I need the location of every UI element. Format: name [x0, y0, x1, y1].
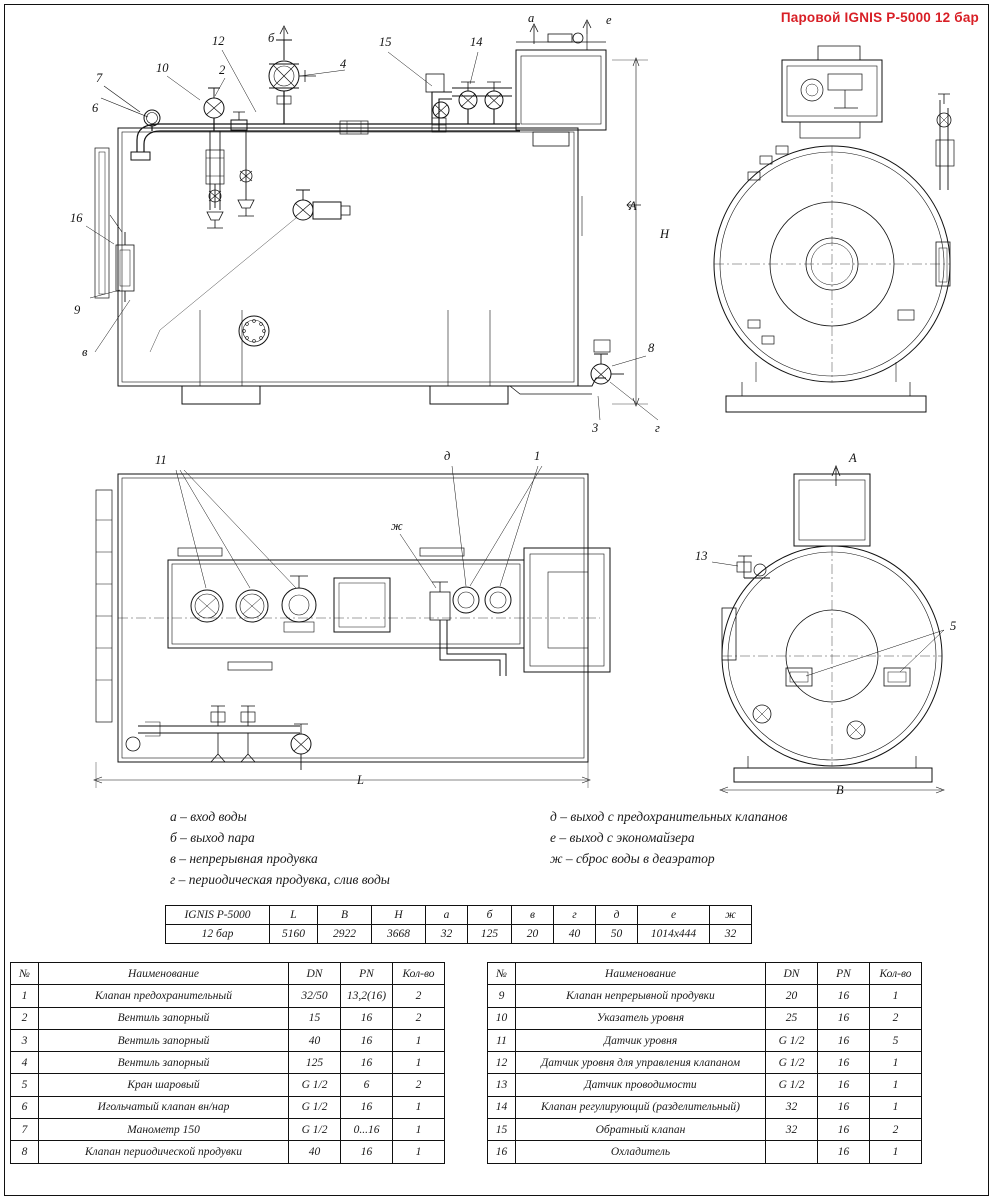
- table-row: [11, 1052, 445, 1074]
- cell-qty: 1: [393, 1141, 445, 1163]
- callout-8: 8: [648, 341, 655, 355]
- spec-model: IGNIS P-5000: [166, 906, 270, 925]
- cell-qty: 2: [393, 985, 445, 1007]
- parts-header-no: №: [488, 963, 516, 985]
- spec-header-row: [166, 906, 752, 925]
- cell-dn: 20: [766, 985, 818, 1007]
- callout-a: а: [528, 11, 535, 25]
- cell-name: Вентиль запорный: [39, 1052, 289, 1074]
- cell-pn: 16: [818, 1007, 870, 1029]
- cell-no: 4: [11, 1052, 39, 1074]
- cell-no: 15: [488, 1119, 516, 1141]
- spec-model-sub: 12 бар: [166, 925, 270, 944]
- table-row: [11, 1074, 445, 1096]
- callout-6: 6: [92, 101, 99, 115]
- cell-name: Вентиль запорный: [39, 1029, 289, 1051]
- parts-table-left: [10, 962, 445, 1164]
- table-row: [488, 1141, 922, 1163]
- cell-pn: 6: [341, 1074, 393, 1096]
- cell-pn: 0...16: [341, 1119, 393, 1141]
- callout-12: 12: [212, 34, 225, 48]
- cell-qty: 5: [870, 1029, 922, 1051]
- spec-value-L: 5160: [270, 925, 318, 944]
- cell-no: 12: [488, 1052, 516, 1074]
- cell-dn: G 1/2: [289, 1119, 341, 1141]
- cell-name: Игольчатый клапан вн/нар: [39, 1096, 289, 1118]
- callout-10: 10: [156, 61, 169, 75]
- callout-d: д: [444, 449, 451, 463]
- cell-no: 5: [11, 1074, 39, 1096]
- cell-pn: 16: [341, 1029, 393, 1051]
- spec-header-B: B: [318, 906, 372, 925]
- cell-dn: G 1/2: [766, 1074, 818, 1096]
- cell-pn: 13,2(16): [341, 985, 393, 1007]
- legend-item: д – выход с предохранительных клапанов: [550, 809, 788, 824]
- spec-value-d: 50: [596, 925, 638, 944]
- parts-header-qty: Кол-во: [393, 963, 445, 985]
- legend-item: б – выход пара: [170, 830, 255, 845]
- callout-5: 5: [950, 619, 957, 633]
- cell-pn: 16: [818, 1052, 870, 1074]
- cell-dn: 32: [766, 1096, 818, 1118]
- parts-header-pn: PN: [818, 963, 870, 985]
- cell-name: Клапан регулирующий (разделительный): [516, 1096, 766, 1118]
- callout-15: 15: [379, 35, 392, 49]
- cell-name: Датчик проводимости: [516, 1074, 766, 1096]
- cell-qty: 1: [870, 1052, 922, 1074]
- cell-qty: 1: [870, 1141, 922, 1163]
- dimension-H: Н: [660, 227, 670, 241]
- cell-dn: [766, 1141, 818, 1163]
- parts-header-row: [488, 963, 922, 985]
- table-row: [11, 985, 445, 1007]
- parts-table-right: [487, 962, 922, 1164]
- spec-value-B: 2922: [318, 925, 372, 944]
- cell-no: 6: [11, 1096, 39, 1118]
- cell-qty: 1: [870, 985, 922, 1007]
- cell-dn: G 1/2: [289, 1074, 341, 1096]
- cell-name: Вентиль запорный: [39, 1007, 289, 1029]
- cell-no: 7: [11, 1119, 39, 1141]
- table-row: [488, 985, 922, 1007]
- cell-no: 8: [11, 1141, 39, 1163]
- legend-column-left: [170, 806, 550, 890]
- callout-v: в: [82, 345, 88, 359]
- callout-14: 14: [470, 35, 483, 49]
- dimension-L: L: [357, 773, 364, 787]
- cell-pn: 16: [818, 1074, 870, 1096]
- callout-2: 2: [219, 63, 226, 77]
- parts-header-name: Наименование: [39, 963, 289, 985]
- table-row: [488, 1096, 922, 1118]
- cell-qty: 2: [870, 1007, 922, 1029]
- cell-qty: 1: [870, 1074, 922, 1096]
- cell-no: 10: [488, 1007, 516, 1029]
- cell-qty: 1: [393, 1052, 445, 1074]
- legend-column-right: [550, 806, 950, 869]
- legend-item: а – вход воды: [170, 809, 247, 824]
- cell-name: Клапан предохранительный: [39, 985, 289, 1007]
- legend-item: в – непрерывная продувка: [170, 851, 318, 866]
- callout-3: 3: [592, 421, 599, 435]
- callout-A-side: А: [629, 199, 637, 213]
- spec-value-g: 40: [554, 925, 596, 944]
- cell-dn: 32: [766, 1119, 818, 1141]
- callout-7: 7: [96, 71, 103, 85]
- parts-header-dn: DN: [289, 963, 341, 985]
- cell-name: Клапан непрерывной продувки: [516, 985, 766, 1007]
- table-row: [11, 1119, 445, 1141]
- cell-pn: 16: [818, 1119, 870, 1141]
- spec-header-L: L: [270, 906, 318, 925]
- cell-dn: 40: [289, 1029, 341, 1051]
- cell-dn: G 1/2: [766, 1052, 818, 1074]
- dimension-B: В: [836, 783, 844, 797]
- parts-header-no: №: [11, 963, 39, 985]
- cell-name: Охладитель: [516, 1141, 766, 1163]
- cell-dn: 40: [289, 1141, 341, 1163]
- spec-value-a: 32: [426, 925, 468, 944]
- legend-item: е – выход с экономайзера: [550, 830, 695, 845]
- spec-header-b: б: [468, 906, 512, 925]
- cell-name: Манометр 150: [39, 1119, 289, 1141]
- cell-no: 11: [488, 1029, 516, 1051]
- spec-value-v: 20: [512, 925, 554, 944]
- table-row: [488, 1074, 922, 1096]
- cell-no: 13: [488, 1074, 516, 1096]
- parts-header-dn: DN: [766, 963, 818, 985]
- cell-qty: 1: [393, 1119, 445, 1141]
- cell-pn: 16: [341, 1141, 393, 1163]
- spec-value-e: 1014х444: [638, 925, 710, 944]
- parts-header-name: Наименование: [516, 963, 766, 985]
- spec-header-d: д: [596, 906, 638, 925]
- cell-name: Указатель уровня: [516, 1007, 766, 1029]
- callout-e: е: [606, 13, 612, 27]
- cell-pn: 16: [818, 985, 870, 1007]
- spec-header-g: г: [554, 906, 596, 925]
- spec-header-v: в: [512, 906, 554, 925]
- legend-item: г – периодическая продувка, слив воды: [170, 872, 390, 887]
- specification-table: [165, 905, 752, 944]
- callout-b: б: [268, 31, 275, 45]
- cell-no: 3: [11, 1029, 39, 1051]
- legend: [170, 806, 970, 890]
- cell-pn: 16: [341, 1096, 393, 1118]
- cell-dn: 125: [289, 1052, 341, 1074]
- cell-name: Датчик уровня для управления клапаном: [516, 1052, 766, 1074]
- table-row: [11, 1029, 445, 1051]
- cell-no: 14: [488, 1096, 516, 1118]
- cell-name: Кран шаровый: [39, 1074, 289, 1096]
- cell-pn: 16: [818, 1029, 870, 1051]
- spec-value-zh: 32: [710, 925, 752, 944]
- cell-name: Датчик уровня: [516, 1029, 766, 1051]
- callout-g: г: [655, 421, 660, 435]
- table-row: [488, 1029, 922, 1051]
- cell-dn: 32/50: [289, 985, 341, 1007]
- table-row: [11, 1141, 445, 1163]
- spec-value-H: 3668: [372, 925, 426, 944]
- callout-A-rear: А: [849, 451, 857, 465]
- callout-16: 16: [70, 211, 83, 225]
- spec-value-b: 125: [468, 925, 512, 944]
- legend-item: ж – сброс воды в деаэратор: [550, 851, 715, 866]
- cell-name: Обратный клапан: [516, 1119, 766, 1141]
- spec-value-row: [166, 925, 752, 944]
- cell-qty: 1: [393, 1029, 445, 1051]
- callout-zh: ж: [391, 519, 403, 533]
- cell-no: 1: [11, 985, 39, 1007]
- callout-13: 13: [695, 549, 708, 563]
- cell-pn: 16: [818, 1096, 870, 1118]
- cell-pn: 16: [818, 1141, 870, 1163]
- cell-no: 9: [488, 985, 516, 1007]
- parts-header-row: [11, 963, 445, 985]
- callout-1: 1: [534, 449, 541, 463]
- cell-no: 2: [11, 1007, 39, 1029]
- table-row: [11, 1096, 445, 1118]
- cell-dn: G 1/2: [766, 1029, 818, 1051]
- parts-header-qty: Кол-во: [870, 963, 922, 985]
- cell-dn: G 1/2: [289, 1096, 341, 1118]
- cell-qty: 2: [393, 1074, 445, 1096]
- spec-header-H: H: [372, 906, 426, 925]
- callout-11: 11: [155, 453, 167, 467]
- spec-header-a: а: [426, 906, 468, 925]
- cell-pn: 16: [341, 1052, 393, 1074]
- cell-dn: 25: [766, 1007, 818, 1029]
- cell-dn: 15: [289, 1007, 341, 1029]
- table-row: [11, 1007, 445, 1029]
- cell-name: Клапан периодической продувки: [39, 1141, 289, 1163]
- spec-header-e: е: [638, 906, 710, 925]
- table-row: [488, 1052, 922, 1074]
- table-row: [488, 1119, 922, 1141]
- cell-qty: 2: [393, 1007, 445, 1029]
- cell-qty: 1: [870, 1096, 922, 1118]
- callout-9: 9: [74, 303, 81, 317]
- cell-pn: 16: [341, 1007, 393, 1029]
- drawing-title: Паровой IGNIS P-5000 12 бар: [780, 10, 979, 25]
- parts-header-pn: PN: [341, 963, 393, 985]
- cell-no: 16: [488, 1141, 516, 1163]
- table-row: [488, 1007, 922, 1029]
- spec-header-zh: ж: [710, 906, 752, 925]
- cell-qty: 1: [393, 1096, 445, 1118]
- cell-qty: 2: [870, 1119, 922, 1141]
- callout-4: 4: [340, 57, 347, 71]
